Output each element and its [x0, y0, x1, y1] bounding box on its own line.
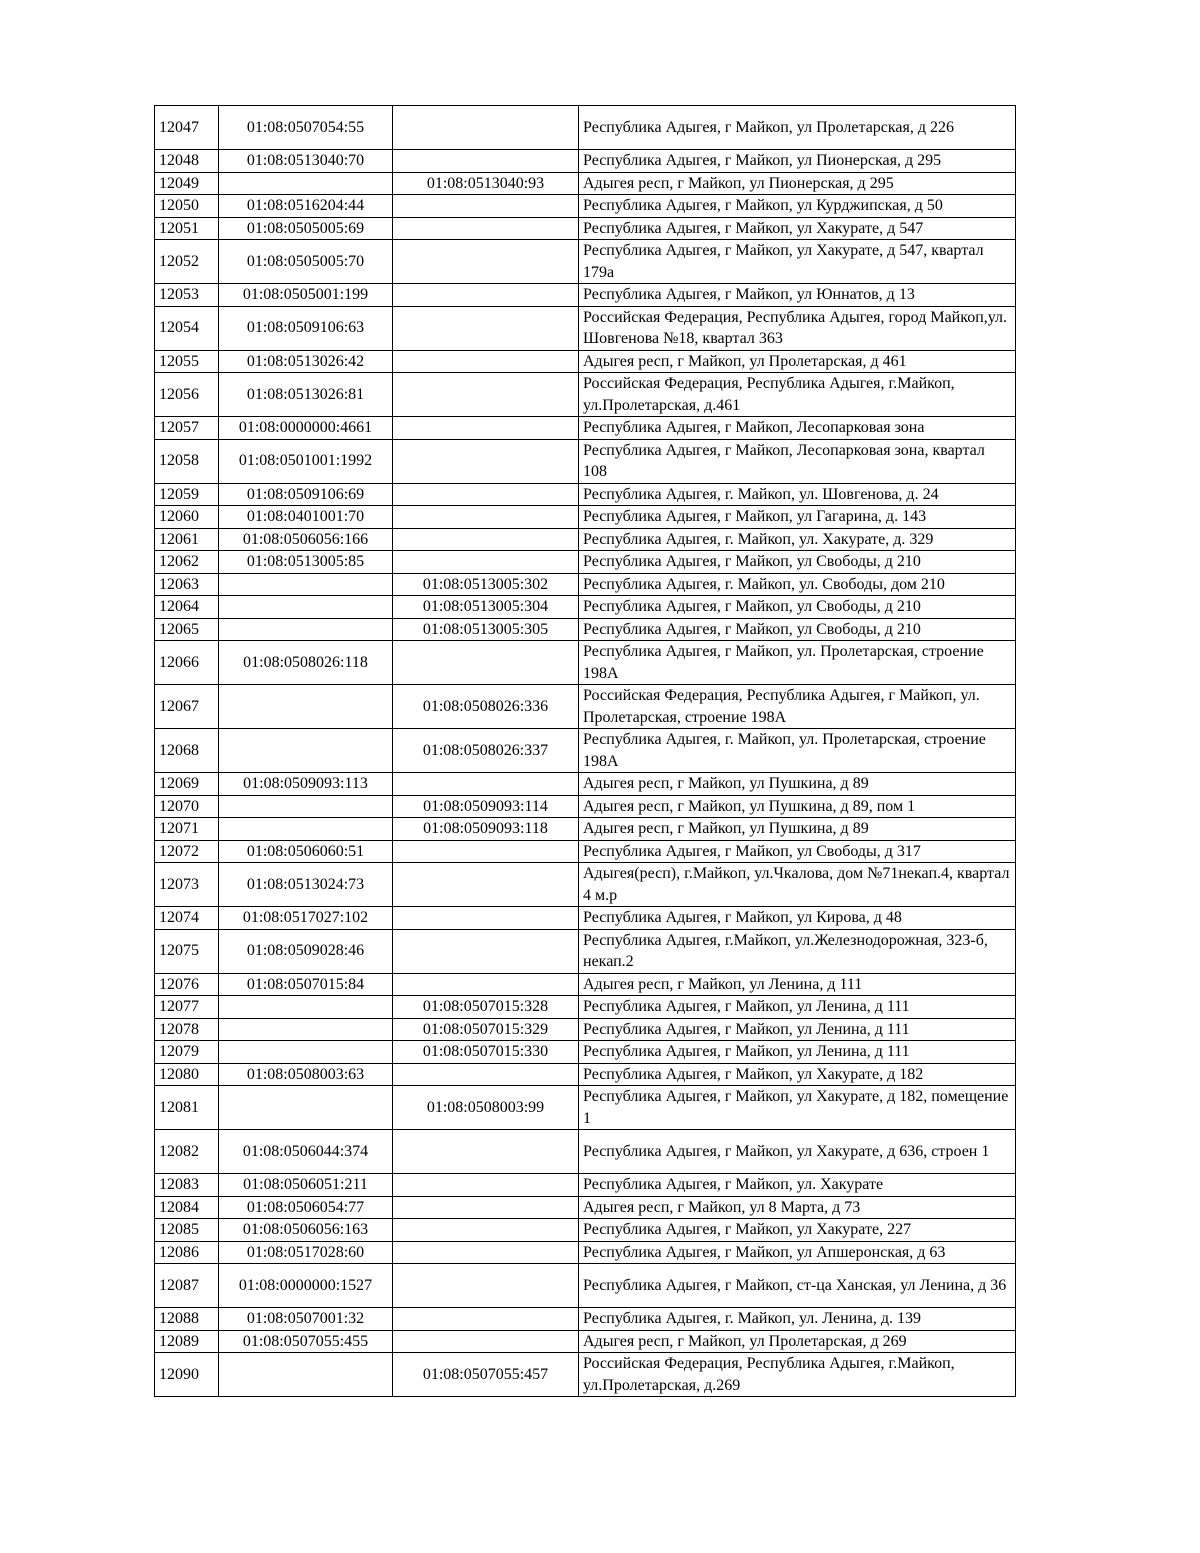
address-cell: Республика Адыгея, г Майкоп, ст-ца Ханская, ул Ленина, д 36: [579, 1264, 1016, 1308]
building-cadastral-number-cell: 01:08:0508003:99: [393, 1086, 579, 1130]
building-cadastral-number-cell: [393, 1330, 579, 1353]
row-number-cell: 12082: [155, 1130, 219, 1174]
row-number-cell: 12064: [155, 596, 219, 619]
building-cadastral-number-cell: 01:08:0513005:305: [393, 618, 579, 641]
land-cadastral-number-cell: 01:08:0501001:1992: [219, 439, 393, 483]
table-row: [155, 685, 1016, 729]
table-row: [155, 284, 1016, 307]
land-cadastral-number-cell: 01:08:0513040:70: [219, 150, 393, 173]
table-row: [155, 195, 1016, 218]
row-number-cell: 12048: [155, 150, 219, 173]
table-row: [155, 172, 1016, 195]
address-cell: Российская Федерация, Республика Адыгея, г.Майкоп, ул.Пролетарская, д.461: [579, 373, 1016, 417]
table-row: [155, 1018, 1016, 1041]
row-number-cell: 12085: [155, 1219, 219, 1242]
address-cell: Республика Адыгея, г Майкоп, ул Свободы, д 210: [579, 596, 1016, 619]
row-number-cell: 12068: [155, 729, 219, 773]
land-cadastral-number-cell: 01:08:0506054:77: [219, 1196, 393, 1219]
row-number-cell: 12077: [155, 996, 219, 1019]
table-row: [155, 1196, 1016, 1219]
registry-table-body: [155, 106, 1016, 1397]
table-row: [155, 483, 1016, 506]
table-row: [155, 528, 1016, 551]
row-number-cell: 12074: [155, 907, 219, 930]
building-cadastral-number-cell: [393, 1308, 579, 1331]
land-cadastral-number-cell: 01:08:0509106:63: [219, 306, 393, 350]
table-row: [155, 373, 1016, 417]
row-number-cell: 12089: [155, 1330, 219, 1353]
row-number-cell: 12058: [155, 439, 219, 483]
building-cadastral-number-cell: 01:08:0508026:337: [393, 729, 579, 773]
land-cadastral-number-cell: [219, 618, 393, 641]
table-row: [155, 1086, 1016, 1130]
address-cell: Российская Федерация, Республика Адыгея, г.Майкоп, ул.Пролетарская, д.269: [579, 1353, 1016, 1397]
building-cadastral-number-cell: [393, 506, 579, 529]
address-cell: Республика Адыгея, г Майкоп, ул Юннатов, д 13: [579, 284, 1016, 307]
land-cadastral-number-cell: [219, 729, 393, 773]
address-cell: Республика Адыгея, г Майкоп, ул Ленина, д 111: [579, 1041, 1016, 1064]
row-number-cell: 12070: [155, 795, 219, 818]
table-row: [155, 973, 1016, 996]
land-cadastral-number-cell: 01:08:0509093:113: [219, 773, 393, 796]
land-cadastral-number-cell: [219, 573, 393, 596]
building-cadastral-number-cell: [393, 840, 579, 863]
table-row: [155, 1264, 1016, 1308]
row-number-cell: 12079: [155, 1041, 219, 1064]
table-row: [155, 907, 1016, 930]
building-cadastral-number-cell: [393, 106, 579, 150]
table-row: [155, 929, 1016, 973]
building-cadastral-number-cell: [393, 217, 579, 240]
table-row: [155, 818, 1016, 841]
row-number-cell: 12061: [155, 528, 219, 551]
row-number-cell: 12052: [155, 240, 219, 284]
land-cadastral-number-cell: [219, 685, 393, 729]
address-cell: Республика Адыгея, г. Майкоп, ул. Шовгенова, д. 24: [579, 483, 1016, 506]
row-number-cell: 12060: [155, 506, 219, 529]
table-row: [155, 1063, 1016, 1086]
building-cadastral-number-cell: [393, 907, 579, 930]
building-cadastral-number-cell: [393, 1219, 579, 1242]
table-row: [155, 596, 1016, 619]
table-row: [155, 551, 1016, 574]
address-cell: Республика Адыгея, г Майкоп, ул Курджипская, д 50: [579, 195, 1016, 218]
land-cadastral-number-cell: 01:08:0506051:211: [219, 1174, 393, 1197]
land-cadastral-number-cell: 01:08:0509028:46: [219, 929, 393, 973]
address-cell: Адыгея респ, г Майкоп, ул Пролетарская, д 461: [579, 350, 1016, 373]
property-registry-table: [154, 105, 1016, 1397]
building-cadastral-number-cell: [393, 417, 579, 440]
building-cadastral-number-cell: 01:08:0507055:457: [393, 1353, 579, 1397]
land-cadastral-number-cell: 01:08:0506056:166: [219, 528, 393, 551]
building-cadastral-number-cell: [393, 1196, 579, 1219]
building-cadastral-number-cell: [393, 641, 579, 685]
address-cell: Республика Адыгея, г Майкоп, ул Хакурате, 227: [579, 1219, 1016, 1242]
building-cadastral-number-cell: [393, 551, 579, 574]
address-cell: Адыгея респ, г Майкоп, ул Пионерская, д 295: [579, 172, 1016, 195]
row-number-cell: 12062: [155, 551, 219, 574]
table-row: [155, 618, 1016, 641]
table-row: [155, 1308, 1016, 1331]
building-cadastral-number-cell: 01:08:0507015:328: [393, 996, 579, 1019]
row-number-cell: 12065: [155, 618, 219, 641]
row-number-cell: 12090: [155, 1353, 219, 1397]
address-cell: Адыгея респ, г Майкоп, ул Пушкина, д 89: [579, 818, 1016, 841]
address-cell: Республика Адыгея, г Майкоп, ул. Пролетарская, строение 198А: [579, 641, 1016, 685]
table-row: [155, 641, 1016, 685]
table-row: [155, 439, 1016, 483]
land-cadastral-number-cell: 01:08:0000000:4661: [219, 417, 393, 440]
address-cell: Республика Адыгея, г. Майкоп, ул. Хакурате, д. 329: [579, 528, 1016, 551]
building-cadastral-number-cell: [393, 350, 579, 373]
row-number-cell: 12047: [155, 106, 219, 150]
building-cadastral-number-cell: 01:08:0513040:93: [393, 172, 579, 195]
address-cell: Республика Адыгея, г Майкоп, ул Хакурате, д 182, помещение 1: [579, 1086, 1016, 1130]
row-number-cell: 12083: [155, 1174, 219, 1197]
land-cadastral-number-cell: [219, 818, 393, 841]
table-row: [155, 840, 1016, 863]
address-cell: Республика Адыгея, г Майкоп, ул Апшеронская, д 63: [579, 1241, 1016, 1264]
land-cadastral-number-cell: 01:08:0507015:84: [219, 973, 393, 996]
table-row: [155, 240, 1016, 284]
land-cadastral-number-cell: 01:08:0509106:69: [219, 483, 393, 506]
land-cadastral-number-cell: 01:08:0507001:32: [219, 1308, 393, 1331]
table-row: [155, 795, 1016, 818]
land-cadastral-number-cell: 01:08:0506060:51: [219, 840, 393, 863]
land-cadastral-number-cell: [219, 1353, 393, 1397]
table-row: [155, 863, 1016, 907]
row-number-cell: 12053: [155, 284, 219, 307]
land-cadastral-number-cell: [219, 596, 393, 619]
land-cadastral-number-cell: [219, 1041, 393, 1064]
address-cell: Республика Адыгея, г Майкоп, ул Хакурате, д 182: [579, 1063, 1016, 1086]
address-cell: Российская Федерация, Республика Адыгея, г Майкоп, ул. Пролетарская, строение 198А: [579, 685, 1016, 729]
address-cell: Адыгея респ, г Майкоп, ул Пушкина, д 89, пом 1: [579, 795, 1016, 818]
building-cadastral-number-cell: 01:08:0509093:118: [393, 818, 579, 841]
row-number-cell: 12078: [155, 1018, 219, 1041]
land-cadastral-number-cell: 01:08:0513024:73: [219, 863, 393, 907]
address-cell: Республика Адыгея, г Майкоп, ул Гагарина, д. 143: [579, 506, 1016, 529]
address-cell: Адыгея респ, г Майкоп, ул Пушкина, д 89: [579, 773, 1016, 796]
row-number-cell: 12071: [155, 818, 219, 841]
table-row: [155, 1174, 1016, 1197]
land-cadastral-number-cell: 01:08:0516204:44: [219, 195, 393, 218]
row-number-cell: 12056: [155, 373, 219, 417]
row-number-cell: 12073: [155, 863, 219, 907]
table-row: [155, 773, 1016, 796]
address-cell: Республика Адыгея, г. Майкоп, ул. Пролетарская, строение 198А: [579, 729, 1016, 773]
land-cadastral-number-cell: 01:08:0506044:374: [219, 1130, 393, 1174]
land-cadastral-number-cell: [219, 1018, 393, 1041]
building-cadastral-number-cell: [393, 150, 579, 173]
land-cadastral-number-cell: 01:08:0513005:85: [219, 551, 393, 574]
address-cell: Адыгея респ, г Майкоп, ул 8 Марта, д 73: [579, 1196, 1016, 1219]
row-number-cell: 12076: [155, 973, 219, 996]
row-number-cell: 12054: [155, 306, 219, 350]
address-cell: Республика Адыгея, г. Майкоп, ул. Ленина, д. 139: [579, 1308, 1016, 1331]
land-cadastral-number-cell: 01:08:0507054:55: [219, 106, 393, 150]
row-number-cell: 12049: [155, 172, 219, 195]
address-cell: Республика Адыгея, г Майкоп, ул Кирова, д 48: [579, 907, 1016, 930]
building-cadastral-number-cell: 01:08:0513005:302: [393, 573, 579, 596]
building-cadastral-number-cell: [393, 284, 579, 307]
row-number-cell: 12069: [155, 773, 219, 796]
building-cadastral-number-cell: [393, 373, 579, 417]
address-cell: Республика Адыгея, г Майкоп, ул Хакурате, д 636, строен 1: [579, 1130, 1016, 1174]
building-cadastral-number-cell: [393, 773, 579, 796]
building-cadastral-number-cell: [393, 195, 579, 218]
address-cell: Республика Адыгея, г Майкоп, Лесопарковая зона, квартал 108: [579, 439, 1016, 483]
land-cadastral-number-cell: [219, 172, 393, 195]
land-cadastral-number-cell: 01:08:0506056:163: [219, 1219, 393, 1242]
table-row: [155, 1330, 1016, 1353]
row-number-cell: 12055: [155, 350, 219, 373]
address-cell: Адыгея(респ), г.Майкоп, ул.Чкалова, дом №71некап.4, квартал 4 м.р: [579, 863, 1016, 907]
address-cell: Республика Адыгея, г. Майкоп, ул. Свободы, дом 210: [579, 573, 1016, 596]
table-row: [155, 1041, 1016, 1064]
building-cadastral-number-cell: 01:08:0513005:304: [393, 596, 579, 619]
row-number-cell: 12075: [155, 929, 219, 973]
land-cadastral-number-cell: 01:08:0505005:70: [219, 240, 393, 284]
address-cell: Республика Адыгея, г Майкоп, ул Свободы, д 317: [579, 840, 1016, 863]
building-cadastral-number-cell: [393, 929, 579, 973]
table-row: [155, 996, 1016, 1019]
table-row: [155, 150, 1016, 173]
address-cell: Республика Адыгея, г Майкоп, ул Ленина, д 111: [579, 996, 1016, 1019]
address-cell: Адыгея респ, г Майкоп, ул Пролетарская, д 269: [579, 1330, 1016, 1353]
land-cadastral-number-cell: 01:08:0507055:455: [219, 1330, 393, 1353]
building-cadastral-number-cell: [393, 306, 579, 350]
row-number-cell: 12067: [155, 685, 219, 729]
row-number-cell: 12081: [155, 1086, 219, 1130]
table-row: [155, 1130, 1016, 1174]
building-cadastral-number-cell: [393, 1063, 579, 1086]
building-cadastral-number-cell: 01:08:0509093:114: [393, 795, 579, 818]
row-number-cell: 12072: [155, 840, 219, 863]
row-number-cell: 12063: [155, 573, 219, 596]
land-cadastral-number-cell: 01:08:0517027:102: [219, 907, 393, 930]
table-row: [155, 106, 1016, 150]
building-cadastral-number-cell: [393, 1241, 579, 1264]
row-number-cell: 12059: [155, 483, 219, 506]
building-cadastral-number-cell: 01:08:0507015:329: [393, 1018, 579, 1041]
land-cadastral-number-cell: 01:08:0505001:199: [219, 284, 393, 307]
address-cell: Республика Адыгея, г Майкоп, ул Пролетарская, д 226: [579, 106, 1016, 150]
building-cadastral-number-cell: [393, 240, 579, 284]
building-cadastral-number-cell: [393, 1174, 579, 1197]
address-cell: Республика Адыгея, г Майкоп, ул Хакурате, д 547, квартал 179а: [579, 240, 1016, 284]
land-cadastral-number-cell: 01:08:0513026:42: [219, 350, 393, 373]
address-cell: Республика Адыгея, г Майкоп, ул Пионерская, д 295: [579, 150, 1016, 173]
address-cell: Республика Адыгея, г Майкоп, ул Свободы, д 210: [579, 618, 1016, 641]
building-cadastral-number-cell: [393, 973, 579, 996]
land-cadastral-number-cell: [219, 795, 393, 818]
address-cell: Адыгея респ, г Майкоп, ул Ленина, д 111: [579, 973, 1016, 996]
table-row: [155, 1241, 1016, 1264]
address-cell: Республика Адыгея, г.Майкоп, ул.Железнодорожная, 323-б, некап.2: [579, 929, 1016, 973]
land-cadastral-number-cell: 01:08:0000000:1527: [219, 1264, 393, 1308]
address-cell: Российская Федерация, Республика Адыгея, город Майкоп,ул. Шовгенова №18, квартал 363: [579, 306, 1016, 350]
building-cadastral-number-cell: [393, 528, 579, 551]
building-cadastral-number-cell: 01:08:0508026:336: [393, 685, 579, 729]
building-cadastral-number-cell: [393, 1264, 579, 1308]
land-cadastral-number-cell: 01:08:0508003:63: [219, 1063, 393, 1086]
table-row: [155, 729, 1016, 773]
table-row: [155, 306, 1016, 350]
address-cell: Республика Адыгея, г Майкоп, ул Хакурате, д 547: [579, 217, 1016, 240]
address-cell: Республика Адыгея, г Майкоп, ул Ленина, д 111: [579, 1018, 1016, 1041]
building-cadastral-number-cell: [393, 483, 579, 506]
table-row: [155, 1353, 1016, 1397]
land-cadastral-number-cell: [219, 996, 393, 1019]
row-number-cell: 12051: [155, 217, 219, 240]
table-row: [155, 506, 1016, 529]
row-number-cell: 12088: [155, 1308, 219, 1331]
table-row: [155, 1219, 1016, 1242]
land-cadastral-number-cell: 01:08:0505005:69: [219, 217, 393, 240]
row-number-cell: 12087: [155, 1264, 219, 1308]
row-number-cell: 12080: [155, 1063, 219, 1086]
land-cadastral-number-cell: 01:08:0508026:118: [219, 641, 393, 685]
building-cadastral-number-cell: [393, 863, 579, 907]
table-row: [155, 573, 1016, 596]
land-cadastral-number-cell: 01:08:0401001:70: [219, 506, 393, 529]
table-row: [155, 417, 1016, 440]
table-row: [155, 217, 1016, 240]
address-cell: Республика Адыгея, г Майкоп, ул. Хакурате: [579, 1174, 1016, 1197]
land-cadastral-number-cell: 01:08:0517028:60: [219, 1241, 393, 1264]
row-number-cell: 12050: [155, 195, 219, 218]
building-cadastral-number-cell: 01:08:0507015:330: [393, 1041, 579, 1064]
row-number-cell: 12057: [155, 417, 219, 440]
row-number-cell: 12084: [155, 1196, 219, 1219]
land-cadastral-number-cell: [219, 1086, 393, 1130]
row-number-cell: 12066: [155, 641, 219, 685]
building-cadastral-number-cell: [393, 439, 579, 483]
building-cadastral-number-cell: [393, 1130, 579, 1174]
address-cell: Республика Адыгея, г Майкоп, Лесопарковая зона: [579, 417, 1016, 440]
table-row: [155, 350, 1016, 373]
address-cell: Республика Адыгея, г Майкоп, ул Свободы, д 210: [579, 551, 1016, 574]
row-number-cell: 12086: [155, 1241, 219, 1264]
land-cadastral-number-cell: 01:08:0513026:81: [219, 373, 393, 417]
